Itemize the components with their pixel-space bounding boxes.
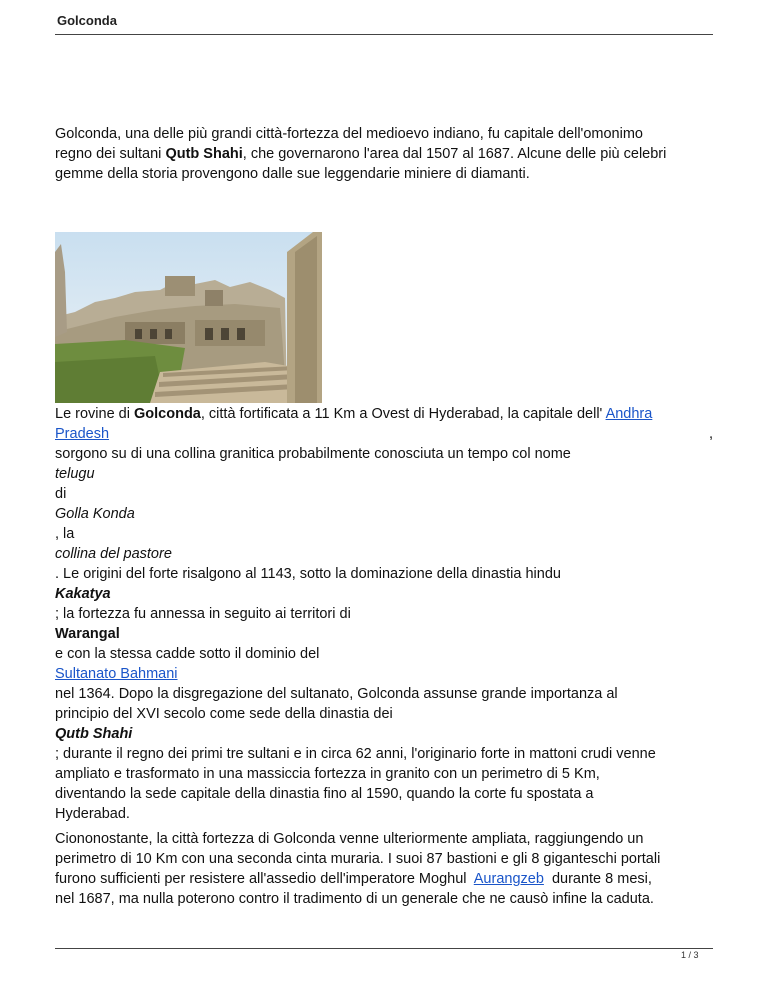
andhra-pradesh-link[interactable]: Andhra xyxy=(605,406,653,422)
aurangzeb-link[interactable]: Aurangzeb xyxy=(473,871,544,887)
body-line: diventando la sede capitale della dinastia fino al 1590, quando la corte fu spostata a xyxy=(55,786,594,802)
text-run: regno dei sultani xyxy=(55,146,166,162)
body-line: . Le origini del forte risalgono al 1143, sotto la dominazione della dinastia hindu xyxy=(55,566,561,582)
body-line: di xyxy=(55,486,67,502)
outro-line: nel 1687, ma nulla poterono contro il tradimento di un generale che ne causò infine la caduta. xyxy=(55,891,654,907)
body-line: sorgono su di una collina granitica probabilmente conosciuta un tempo col nome xyxy=(55,446,571,462)
intro-line: Golconda, una delle più grandi città-fortezza del medioevo indiano, fu capitale dell'omonimo xyxy=(55,126,643,142)
body-line: nel 1364. Dopo la disgregazione del sultanato, Golconda assunse grande importanza al xyxy=(55,686,618,702)
body-line: , la xyxy=(55,526,75,542)
golconda-fort-photo xyxy=(55,232,322,403)
intro-line: gemme della storia provengono dalle sue leggendarie miniere di diamanti. xyxy=(55,166,530,182)
body-line: ampliato e trasformato in una massiccia fortezza in granito con un perimetro di 5 Km, xyxy=(55,766,600,782)
siege-paragraph xyxy=(55,829,715,909)
body-line xyxy=(55,504,715,524)
comma-text: , xyxy=(708,426,713,442)
bold-text: Golconda xyxy=(134,406,201,422)
body-line: e con la stessa cadde sotto il dominio del xyxy=(55,646,320,662)
body-line xyxy=(55,584,715,604)
sultanato-bahmani-link[interactable]: Sultanato Bahmani xyxy=(55,666,178,682)
bold-text: Qutb Shahi xyxy=(165,146,243,162)
bold-text: Warangal xyxy=(55,626,120,642)
text-run: , città fortificata a 11 Km a Ovest di Hyderabad, la capitale dell' xyxy=(200,406,606,422)
body-line: principio del XVI secolo come sede della dinastia dei xyxy=(55,706,393,722)
outro-line: Ciononostante, la città fortezza di Golconda venne ulteriormente ampliata, raggiungendo un xyxy=(55,831,644,847)
text-run: Le rovine di xyxy=(55,406,134,422)
document-title: Golconda xyxy=(57,13,117,28)
italic-text: Golla Konda xyxy=(55,506,135,522)
body-line xyxy=(55,404,715,424)
history-paragraph xyxy=(55,404,715,824)
body-line xyxy=(55,664,715,684)
bold-italic-text: Qutb Shahi xyxy=(55,726,133,742)
andhra-pradesh-link-cont[interactable]: Pradesh xyxy=(55,426,110,442)
body-line: ; la fortezza fu annessa in seguito ai territori di xyxy=(55,606,351,622)
body-line xyxy=(55,424,715,444)
header-divider xyxy=(55,34,713,35)
text-run: , che governarono l'area dal 1507 al 1687. Alcune delle più celebri xyxy=(242,146,667,162)
italic-text: telugu xyxy=(55,466,95,482)
intro-line xyxy=(55,144,715,164)
bold-italic-text: Kakatya xyxy=(55,586,111,602)
outro-line xyxy=(55,869,715,889)
outro-line: perimetro di 10 Km con una seconda cinta muraria. I suoi 87 bastioni e gli 8 giganteschi portali xyxy=(55,851,661,867)
body-line xyxy=(55,544,715,564)
body-line xyxy=(55,724,715,744)
text-run: furono sufficienti per resistere all'assedio dell'imperatore Moghul xyxy=(55,871,474,887)
intro-paragraph xyxy=(55,124,715,184)
body-line xyxy=(55,464,715,484)
footer-divider xyxy=(55,948,713,949)
body-line xyxy=(55,624,715,644)
page-number: 1 / 3 xyxy=(681,950,699,960)
body-line: ; durante il regno dei primi tre sultani e in circa 62 anni, l'originario forte in mattoni crudi venne xyxy=(55,746,656,762)
text-run: durante 8 mesi, xyxy=(543,871,652,887)
body-line: Hyderabad. xyxy=(55,806,130,822)
italic-text: collina del pastore xyxy=(55,546,172,562)
